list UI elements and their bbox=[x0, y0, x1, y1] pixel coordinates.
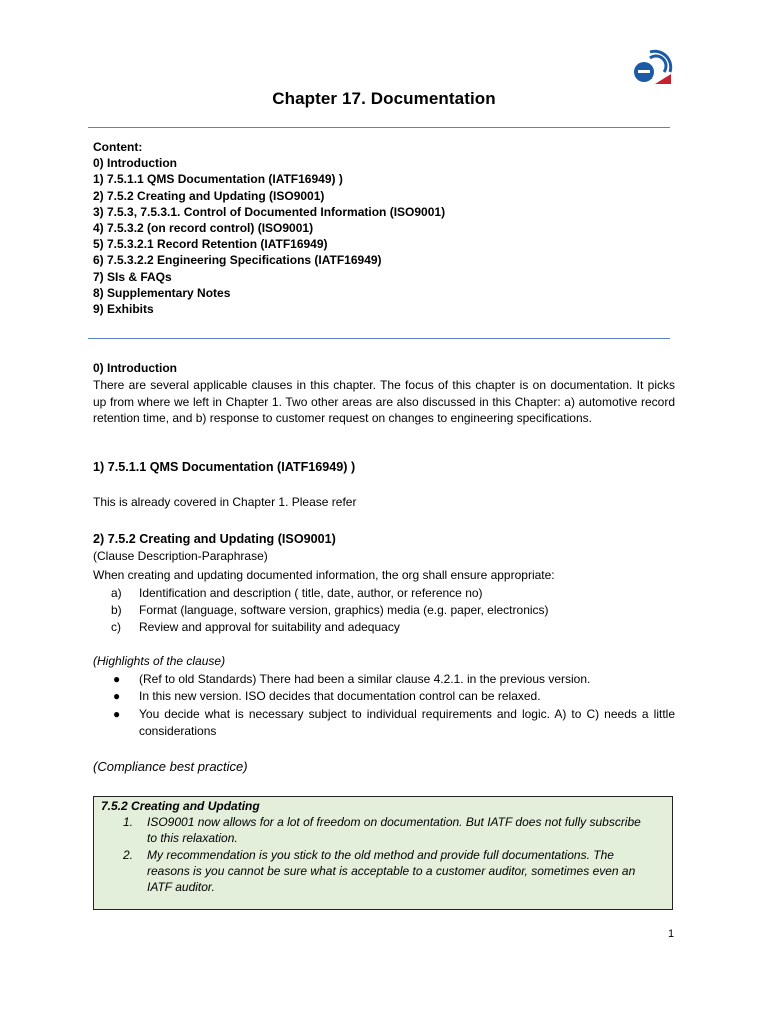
page-number: 1 bbox=[668, 928, 675, 940]
page-title: Chapter 17. Documentation bbox=[272, 89, 496, 108]
compliance-label: (Compliance best practice) bbox=[93, 759, 248, 774]
bullet-icon: ● bbox=[113, 689, 121, 703]
intro-text: There are several applicable clauses in this chapter. The focus of this chapter is on documentation. It picks up from where we left in Chapter 1. Two other areas are also discussed in this Chapter: a) automotive record retention time, and b) response to customer request on changes to engineering specifications. bbox=[93, 378, 675, 426]
toc-item[interactable]: 6) 7.5.3.2.2 Engineering Specifications (IATF16949) bbox=[93, 253, 382, 268]
bullet-icon: ● bbox=[113, 672, 121, 686]
compliance-item bbox=[123, 814, 643, 846]
intro-heading: 0) Introduction bbox=[93, 361, 177, 375]
compliance-box bbox=[93, 796, 673, 910]
list-text: (Ref to old Standards) There had been a similar clause 4.2.1. in the previous version. bbox=[139, 672, 591, 686]
list-text: Identification and description ( title, date, author, or reference no) bbox=[139, 586, 483, 600]
bullet-icon: ● bbox=[113, 707, 121, 721]
divider-top bbox=[88, 127, 670, 128]
section1-heading: 1) 7.5.1.1 QMS Documentation (IATF16949) ) bbox=[93, 460, 356, 474]
toc-item[interactable]: 4) 7.5.3.2 (on record control) (ISO9001) bbox=[93, 221, 314, 236]
list-text: My recommendation is you stick to the old method and provide full documentations. The reasons is you cannot be sure what is acceptable to a customer auditor, sometimes even an IATF auditor. bbox=[147, 848, 636, 894]
list-text: In this new version. ISO decides that documentation control can be relaxed. bbox=[139, 689, 541, 703]
list-item bbox=[113, 671, 675, 688]
toc-item[interactable]: 7) SIs & FAQs bbox=[93, 269, 172, 284]
section2-lead: When creating and updating documented information, the org shall ensure appropriate: bbox=[93, 568, 555, 582]
toc-item[interactable]: 2) 7.5.2 Creating and Updating (ISO9001) bbox=[93, 188, 325, 203]
section2-subheading: (Clause Description-Paraphrase) bbox=[93, 549, 268, 563]
section1-text: This is already covered in Chapter 1. Please refer bbox=[93, 495, 357, 509]
list-item bbox=[113, 688, 675, 705]
compliance-item bbox=[123, 847, 643, 895]
highlights-label: (Highlights of the clause) bbox=[93, 654, 226, 668]
list-marker: b) bbox=[111, 603, 122, 617]
toc-item[interactable]: 1) 7.5.1.1 QMS Documentation (IATF16949) ) bbox=[93, 172, 343, 187]
toc-item[interactable]: 9) Exhibits bbox=[93, 302, 154, 317]
list-marker: a) bbox=[111, 586, 122, 600]
company-logo-icon bbox=[630, 44, 676, 86]
toc-item[interactable]: 3) 7.5.3, 7.5.3.1. Control of Documented Information (ISO9001) bbox=[93, 204, 446, 219]
list-marker: 2. bbox=[123, 848, 134, 862]
section2-heading: 2) 7.5.2 Creating and Updating (ISO9001) bbox=[93, 532, 336, 546]
list-marker: c) bbox=[111, 620, 121, 634]
toc-item[interactable]: 5) 7.5.3.2.1 Record Retention (IATF16949) bbox=[93, 237, 328, 252]
list-text: ISO9001 now allows for a lot of freedom on documentation. But IATF does not fully subscribe to this relaxation. bbox=[147, 815, 641, 845]
toc-item[interactable]: 0) Introduction bbox=[93, 156, 177, 171]
toc-heading: Content: bbox=[93, 140, 143, 154]
list-text: Format (language, software version, graphics) media (e.g. paper, electronics) bbox=[139, 603, 549, 617]
toc-item[interactable]: 8) Supplementary Notes bbox=[93, 285, 231, 300]
list-item bbox=[113, 706, 675, 739]
divider-bottom bbox=[88, 338, 670, 339]
list-text: Review and approval for suitability and adequacy bbox=[139, 620, 400, 634]
list-marker: 1. bbox=[123, 815, 134, 829]
list-text: You decide what is necessary subject to individual requirements and logic. A) to C) needs a little considerations bbox=[139, 707, 675, 738]
table-of-contents bbox=[93, 139, 445, 317]
compliance-box-title: 7.5.2 Creating and Updating bbox=[101, 799, 260, 813]
